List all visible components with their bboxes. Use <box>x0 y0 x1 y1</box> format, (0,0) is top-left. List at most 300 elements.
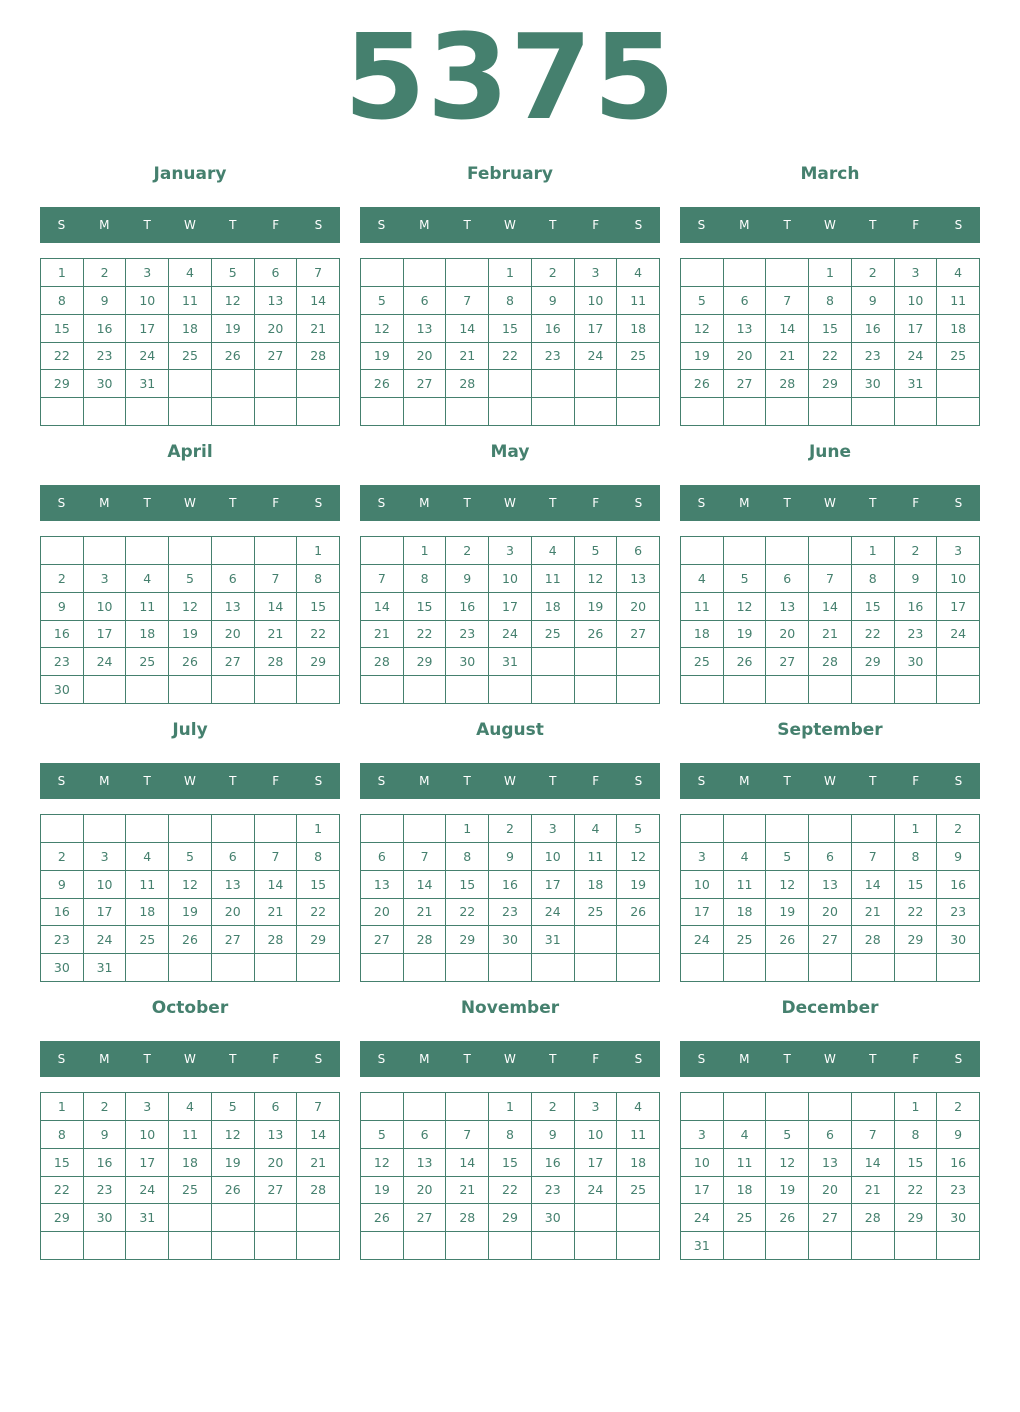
weekday-label: T <box>229 496 237 510</box>
empty-cell <box>766 1093 809 1121</box>
day-cell: 29 <box>446 926 489 954</box>
day-cell: 25 <box>937 343 980 371</box>
day-cell: 28 <box>446 1204 489 1232</box>
day-cell: 6 <box>255 1093 298 1121</box>
day-cell: 18 <box>617 315 660 343</box>
day-cell: 22 <box>489 1177 532 1205</box>
day-cell: 17 <box>895 315 938 343</box>
day-cell: 2 <box>84 1093 127 1121</box>
day-cell: 6 <box>617 537 660 565</box>
empty-cell <box>724 537 767 565</box>
weekday-label: F <box>592 496 600 510</box>
day-cell: 1 <box>446 815 489 843</box>
day-cell: 2 <box>489 815 532 843</box>
day-cell: 19 <box>617 871 660 899</box>
weekday-label: S <box>697 496 706 510</box>
day-cell: 24 <box>532 899 575 927</box>
day-grid <box>360 814 660 982</box>
empty-cell <box>852 1093 895 1121</box>
day-cell: 29 <box>489 1204 532 1232</box>
empty-cell <box>532 648 575 676</box>
day-cell: 5 <box>169 843 212 871</box>
month-name: December <box>781 998 879 1018</box>
day-cell: 21 <box>809 621 852 649</box>
weekday-header <box>40 485 340 521</box>
weekday-label: F <box>592 774 600 788</box>
day-cell: 8 <box>809 287 852 315</box>
day-cell: 12 <box>575 565 618 593</box>
day-cell: 9 <box>84 1121 127 1149</box>
day-cell: 15 <box>852 593 895 621</box>
weekday-label: M <box>99 1052 110 1066</box>
day-cell: 29 <box>809 370 852 398</box>
weekday-label: F <box>272 774 280 788</box>
day-cell: 1 <box>41 1093 84 1121</box>
day-cell: 24 <box>681 926 724 954</box>
empty-cell <box>724 259 767 287</box>
month-name: September <box>777 720 883 740</box>
weekday-label: T <box>783 774 791 788</box>
month-name: January <box>153 164 227 184</box>
empty-cell <box>126 537 169 565</box>
day-cell: 16 <box>532 1149 575 1177</box>
day-cell: 7 <box>852 1121 895 1149</box>
day-cell: 27 <box>617 621 660 649</box>
day-cell: 21 <box>766 343 809 371</box>
empty-cell <box>766 954 809 982</box>
day-cell: 2 <box>937 1093 980 1121</box>
weekday-label: S <box>697 1052 706 1066</box>
day-grid <box>40 258 340 426</box>
empty-cell <box>84 537 127 565</box>
weekday-label: T <box>783 1052 791 1066</box>
day-cell: 12 <box>212 287 255 315</box>
weekday-label: M <box>99 774 110 788</box>
day-cell: 8 <box>895 843 938 871</box>
empty-cell <box>404 954 447 982</box>
day-cell: 18 <box>724 1177 767 1205</box>
empty-cell <box>617 398 660 426</box>
day-cell: 12 <box>766 1149 809 1177</box>
empty-cell <box>937 370 980 398</box>
empty-cell <box>126 398 169 426</box>
day-cell: 24 <box>681 1204 724 1232</box>
day-cell: 15 <box>41 1149 84 1177</box>
day-cell: 25 <box>532 621 575 649</box>
day-cell: 27 <box>361 926 404 954</box>
day-cell: 23 <box>84 343 127 371</box>
empty-cell <box>766 537 809 565</box>
month-name: November <box>460 998 560 1018</box>
day-cell: 1 <box>895 815 938 843</box>
day-cell: 4 <box>169 259 212 287</box>
empty-cell <box>724 1232 767 1260</box>
day-cell: 14 <box>766 315 809 343</box>
day-cell: 24 <box>126 1177 169 1205</box>
day-cell: 9 <box>41 593 84 621</box>
day-cell: 23 <box>446 621 489 649</box>
day-cell: 13 <box>212 871 255 899</box>
day-cell: 29 <box>895 1204 938 1232</box>
day-cell: 11 <box>617 287 660 315</box>
empty-cell <box>766 398 809 426</box>
day-cell: 26 <box>575 621 618 649</box>
weekday-label: W <box>184 218 196 232</box>
day-cell: 2 <box>937 815 980 843</box>
empty-cell <box>617 926 660 954</box>
weekday-label: F <box>912 218 920 232</box>
day-cell: 29 <box>404 648 447 676</box>
day-cell: 15 <box>895 1149 938 1177</box>
day-cell: 5 <box>212 1093 255 1121</box>
day-grid <box>40 1092 340 1260</box>
day-cell: 3 <box>681 843 724 871</box>
empty-cell <box>126 1232 169 1260</box>
day-cell: 28 <box>852 926 895 954</box>
day-cell: 1 <box>489 1093 532 1121</box>
weekday-label: T <box>463 774 471 788</box>
day-cell: 27 <box>404 1204 447 1232</box>
day-cell: 18 <box>532 593 575 621</box>
day-cell: 20 <box>361 899 404 927</box>
day-cell: 16 <box>84 1149 127 1177</box>
day-cell: 3 <box>532 815 575 843</box>
day-cell: 5 <box>212 259 255 287</box>
empty-cell <box>809 1232 852 1260</box>
day-cell: 16 <box>937 1149 980 1177</box>
day-cell: 29 <box>852 648 895 676</box>
day-cell: 13 <box>255 287 298 315</box>
day-cell: 17 <box>489 593 532 621</box>
weekday-label: T <box>869 218 877 232</box>
day-cell: 3 <box>84 565 127 593</box>
day-cell: 21 <box>852 899 895 927</box>
day-cell: 7 <box>766 287 809 315</box>
day-cell: 8 <box>404 565 447 593</box>
empty-cell <box>681 259 724 287</box>
day-cell: 21 <box>255 621 298 649</box>
weekday-label: S <box>377 496 386 510</box>
day-cell: 28 <box>255 926 298 954</box>
month-name: February <box>466 164 554 184</box>
empty-cell <box>937 676 980 704</box>
weekday-header <box>40 1041 340 1077</box>
day-cell: 14 <box>255 871 298 899</box>
empty-cell <box>575 1232 618 1260</box>
empty-cell <box>169 1232 212 1260</box>
empty-cell <box>297 954 340 982</box>
day-cell: 25 <box>575 899 618 927</box>
day-cell: 3 <box>937 537 980 565</box>
weekday-label: T <box>783 496 791 510</box>
day-cell: 16 <box>41 621 84 649</box>
day-cell: 19 <box>724 621 767 649</box>
day-cell: 31 <box>126 370 169 398</box>
weekday-label: S <box>57 496 66 510</box>
weekday-label: F <box>272 218 280 232</box>
day-cell: 18 <box>126 621 169 649</box>
day-cell: 6 <box>724 287 767 315</box>
day-cell: 1 <box>404 537 447 565</box>
empty-cell <box>212 815 255 843</box>
day-cell: 4 <box>532 537 575 565</box>
day-cell: 9 <box>852 287 895 315</box>
day-cell: 20 <box>212 899 255 927</box>
day-grid <box>680 814 980 982</box>
empty-cell <box>446 676 489 704</box>
day-cell: 23 <box>937 1177 980 1205</box>
day-cell: 10 <box>84 593 127 621</box>
empty-cell <box>724 815 767 843</box>
empty-cell <box>361 537 404 565</box>
day-cell: 8 <box>297 843 340 871</box>
empty-cell <box>575 954 618 982</box>
day-cell: 27 <box>212 648 255 676</box>
empty-cell <box>212 676 255 704</box>
weekday-label: M <box>419 774 430 788</box>
day-cell: 17 <box>84 621 127 649</box>
weekday-label: M <box>739 496 750 510</box>
weekday-label: T <box>143 1052 151 1066</box>
day-cell: 3 <box>84 843 127 871</box>
day-cell: 20 <box>809 899 852 927</box>
day-cell: 30 <box>895 648 938 676</box>
empty-cell <box>575 676 618 704</box>
day-cell: 20 <box>766 621 809 649</box>
day-grid <box>360 258 660 426</box>
day-cell: 5 <box>681 287 724 315</box>
empty-cell <box>255 676 298 704</box>
day-cell: 4 <box>617 259 660 287</box>
day-cell: 26 <box>169 648 212 676</box>
empty-cell <box>361 815 404 843</box>
empty-cell <box>84 676 127 704</box>
day-cell: 23 <box>852 343 895 371</box>
day-cell: 10 <box>575 287 618 315</box>
weekday-label: S <box>57 774 66 788</box>
weekday-label: W <box>504 218 516 232</box>
empty-cell <box>255 370 298 398</box>
day-cell: 4 <box>617 1093 660 1121</box>
day-cell: 5 <box>361 1121 404 1149</box>
weekday-label: W <box>824 218 836 232</box>
day-cell: 24 <box>575 343 618 371</box>
weekday-label: S <box>377 218 386 232</box>
day-grid <box>40 814 340 982</box>
day-cell: 11 <box>169 287 212 315</box>
day-cell: 3 <box>126 1093 169 1121</box>
day-cell: 4 <box>126 565 169 593</box>
empty-cell <box>126 676 169 704</box>
empty-cell <box>617 370 660 398</box>
day-cell: 6 <box>766 565 809 593</box>
day-cell: 30 <box>852 370 895 398</box>
day-grid <box>40 536 340 704</box>
day-cell: 20 <box>404 343 447 371</box>
day-cell: 13 <box>809 1149 852 1177</box>
day-cell: 28 <box>404 926 447 954</box>
day-cell: 12 <box>212 1121 255 1149</box>
day-cell: 27 <box>212 926 255 954</box>
empty-cell <box>84 1232 127 1260</box>
day-cell: 1 <box>297 537 340 565</box>
day-cell: 28 <box>361 648 404 676</box>
day-cell: 17 <box>681 1177 724 1205</box>
weekday-label: T <box>143 218 151 232</box>
empty-cell <box>617 954 660 982</box>
day-cell: 9 <box>937 843 980 871</box>
empty-cell <box>41 1232 84 1260</box>
day-cell: 19 <box>169 621 212 649</box>
day-cell: 8 <box>489 1121 532 1149</box>
empty-cell <box>724 1093 767 1121</box>
weekday-label: T <box>869 496 877 510</box>
day-cell: 30 <box>84 1204 127 1232</box>
day-cell: 16 <box>446 593 489 621</box>
weekday-label: T <box>229 774 237 788</box>
day-cell: 17 <box>937 593 980 621</box>
day-cell: 12 <box>361 1149 404 1177</box>
weekday-label: W <box>824 1052 836 1066</box>
day-cell: 11 <box>617 1121 660 1149</box>
day-cell: 1 <box>852 537 895 565</box>
day-cell: 25 <box>724 926 767 954</box>
day-cell: 10 <box>84 871 127 899</box>
weekday-label: S <box>314 774 323 788</box>
day-cell: 2 <box>532 1093 575 1121</box>
empty-cell <box>766 259 809 287</box>
day-grid <box>680 1092 980 1260</box>
day-cell: 28 <box>297 343 340 371</box>
day-cell: 19 <box>681 343 724 371</box>
day-cell: 15 <box>297 871 340 899</box>
empty-cell <box>255 815 298 843</box>
day-cell: 30 <box>41 954 84 982</box>
day-cell: 5 <box>766 1121 809 1149</box>
empty-cell <box>297 676 340 704</box>
weekday-label: S <box>954 218 963 232</box>
empty-cell <box>169 537 212 565</box>
day-cell: 22 <box>297 899 340 927</box>
day-cell: 24 <box>126 343 169 371</box>
day-cell: 17 <box>575 315 618 343</box>
weekday-label: W <box>504 496 516 510</box>
day-cell: 25 <box>126 648 169 676</box>
day-cell: 29 <box>297 926 340 954</box>
weekday-label: S <box>634 774 643 788</box>
empty-cell <box>297 1232 340 1260</box>
day-cell: 11 <box>724 871 767 899</box>
weekday-label: M <box>419 218 430 232</box>
day-cell: 6 <box>361 843 404 871</box>
day-cell: 18 <box>169 1149 212 1177</box>
day-cell: 12 <box>766 871 809 899</box>
empty-cell <box>575 370 618 398</box>
day-cell: 15 <box>41 315 84 343</box>
weekday-label: T <box>783 218 791 232</box>
empty-cell <box>169 370 212 398</box>
day-cell: 11 <box>532 565 575 593</box>
day-cell: 27 <box>724 370 767 398</box>
day-cell: 20 <box>212 621 255 649</box>
day-cell: 2 <box>895 537 938 565</box>
weekday-header <box>360 485 660 521</box>
day-cell: 26 <box>724 648 767 676</box>
weekday-label: M <box>419 496 430 510</box>
day-cell: 22 <box>41 343 84 371</box>
empty-cell <box>404 398 447 426</box>
empty-cell <box>404 259 447 287</box>
day-cell: 5 <box>766 843 809 871</box>
day-cell: 25 <box>169 1177 212 1205</box>
day-cell: 25 <box>617 1177 660 1205</box>
empty-cell <box>575 648 618 676</box>
empty-cell <box>895 954 938 982</box>
day-cell: 24 <box>895 343 938 371</box>
empty-cell <box>255 398 298 426</box>
day-cell: 14 <box>446 1149 489 1177</box>
empty-cell <box>446 954 489 982</box>
empty-cell <box>575 926 618 954</box>
day-cell: 6 <box>809 843 852 871</box>
day-cell: 2 <box>852 259 895 287</box>
empty-cell <box>255 1204 298 1232</box>
day-cell: 5 <box>724 565 767 593</box>
day-cell: 26 <box>766 926 809 954</box>
empty-cell <box>766 815 809 843</box>
weekday-label: W <box>184 1052 196 1066</box>
day-cell: 22 <box>404 621 447 649</box>
day-cell: 26 <box>212 343 255 371</box>
day-cell: 30 <box>41 676 84 704</box>
day-cell: 18 <box>169 315 212 343</box>
empty-cell <box>212 954 255 982</box>
day-cell: 22 <box>297 621 340 649</box>
empty-cell <box>532 676 575 704</box>
day-cell: 9 <box>84 287 127 315</box>
day-cell: 10 <box>937 565 980 593</box>
day-cell: 21 <box>297 315 340 343</box>
empty-cell <box>255 954 298 982</box>
weekday-label: W <box>504 774 516 788</box>
day-cell: 31 <box>681 1232 724 1260</box>
weekday-label: S <box>57 1052 66 1066</box>
day-cell: 1 <box>41 259 84 287</box>
day-cell: 20 <box>809 1177 852 1205</box>
day-cell: 12 <box>681 315 724 343</box>
weekday-label: M <box>419 1052 430 1066</box>
day-cell: 28 <box>255 648 298 676</box>
day-cell: 28 <box>446 370 489 398</box>
day-cell: 31 <box>895 370 938 398</box>
day-cell: 2 <box>41 565 84 593</box>
empty-cell <box>681 676 724 704</box>
day-cell: 7 <box>361 565 404 593</box>
empty-cell <box>681 1093 724 1121</box>
day-cell: 28 <box>809 648 852 676</box>
empty-cell <box>169 676 212 704</box>
day-cell: 9 <box>41 871 84 899</box>
day-cell: 29 <box>41 370 84 398</box>
weekday-header <box>680 485 980 521</box>
weekday-label: W <box>824 774 836 788</box>
weekday-label: S <box>634 218 643 232</box>
day-cell: 9 <box>937 1121 980 1149</box>
day-cell: 20 <box>404 1177 447 1205</box>
day-cell: 23 <box>41 926 84 954</box>
day-cell: 21 <box>297 1149 340 1177</box>
empty-cell <box>489 398 532 426</box>
